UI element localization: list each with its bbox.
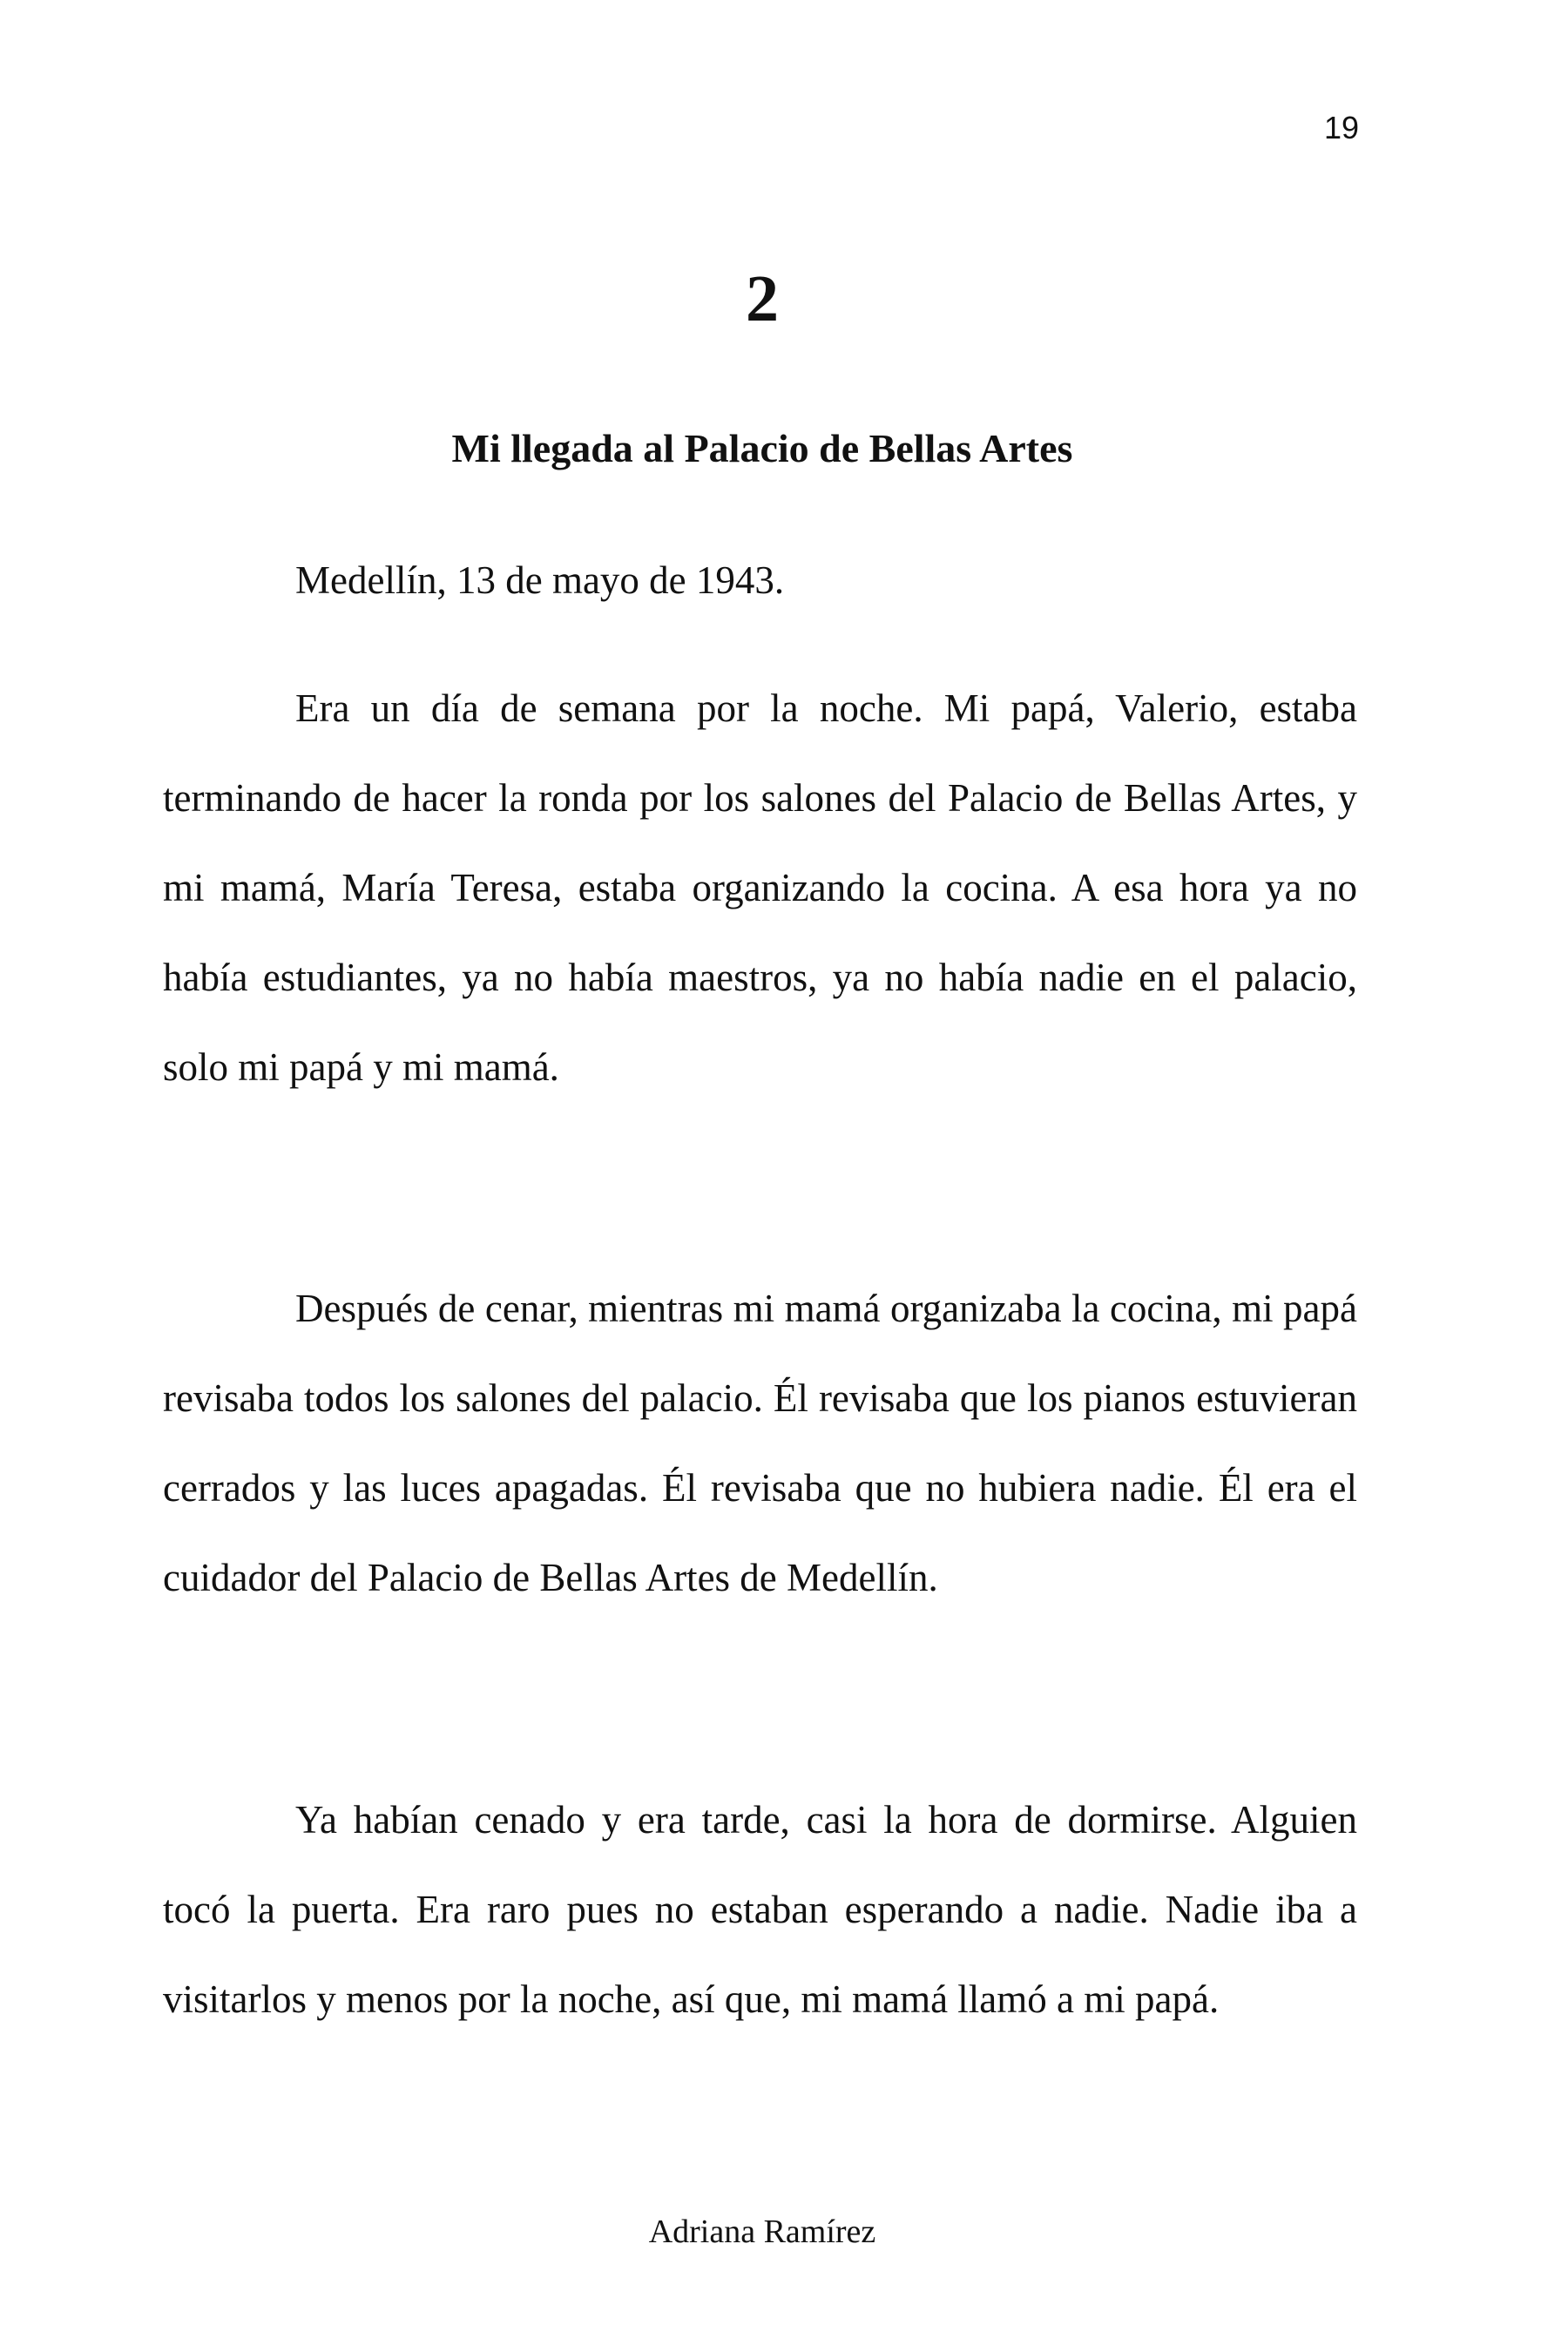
footer-author: Adriana Ramírez bbox=[648, 2213, 876, 2250]
page-number: 19 bbox=[1323, 110, 1359, 145]
chapter-number: 2 bbox=[746, 262, 779, 335]
chapter-title: Mi llegada al Palacio de Bellas Artes bbox=[451, 426, 1073, 470]
dateline-paragraph: Medellín, 13 de mayo de 1943. bbox=[295, 558, 785, 602]
body-paragraph: Ya habían cenado y era tarde, casi la hora de dormirse. Alguien tocó la puerta. Era raro pues no estaban esperando a nadie. Nadie iba a visitarlos y menos por la noche, así que, mi mamá llamó a mi papá. bbox=[163, 1798, 1357, 2021]
body-paragraph: Era un día de semana por la noche. Mi papá, Valerio, estaba terminando de hacer la ronda por los salones del Palacio de Bellas Artes, y mi mamá, María Teresa, estaba organizando la cocina. A esa hora ya no había estudiantes, ya no había maestros, ya no había nadie en el palacio, solo mi papá y mi mamá. bbox=[163, 686, 1357, 1089]
body-paragraph: Después de cenar, mientras mi mamá organizaba la cocina, mi papá revisaba todos los salones del palacio. Él revisaba que los pianos estuvieran cerrados y las luces apagadas. Él revisaba que no hubiera nadie. Él era el cuidador del Palacio de Bellas Artes de Medellín. bbox=[163, 1287, 1357, 1599]
